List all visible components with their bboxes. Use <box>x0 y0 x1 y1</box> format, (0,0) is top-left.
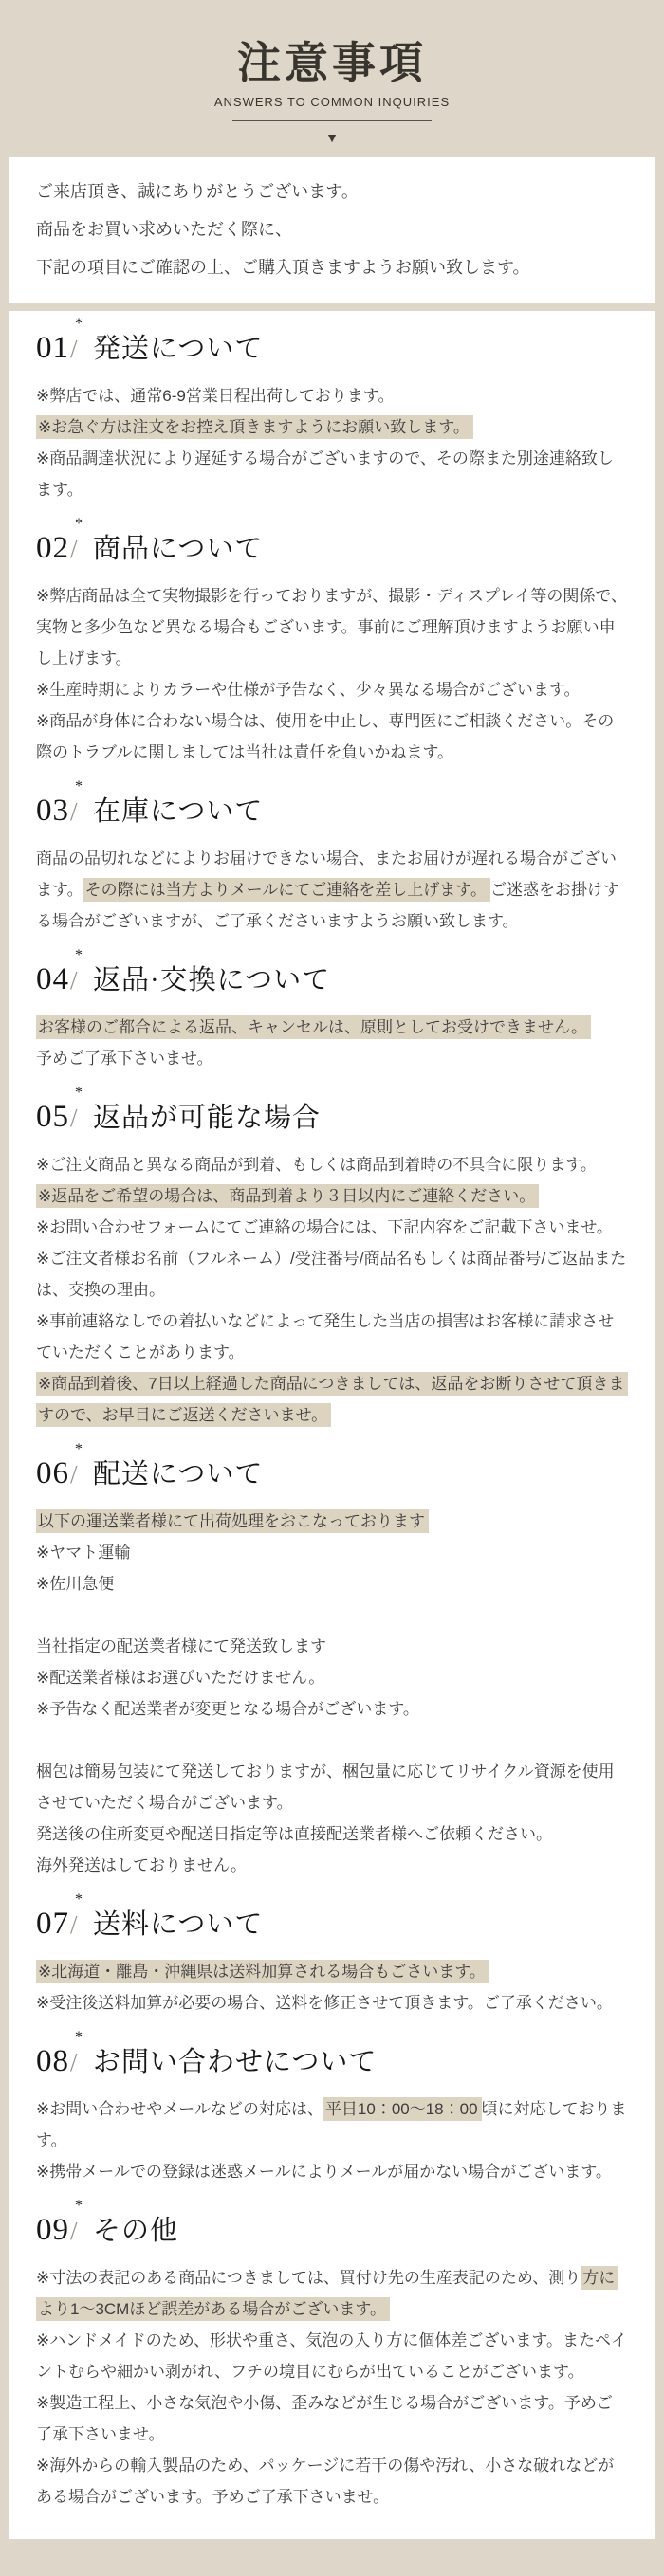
section-paragraph <box>36 1368 628 1431</box>
section-number: 04 <box>36 961 69 996</box>
section-paragraph <box>36 580 628 674</box>
section-title: 商品について <box>93 533 264 564</box>
section-01 <box>36 315 628 505</box>
asterisk-mark: * <box>75 1440 83 1457</box>
section-paragraph <box>36 1568 628 1599</box>
heading-marker <box>70 315 85 367</box>
text-span: ※弊店では、通常6-9営業日程出荷しております。 <box>36 386 395 405</box>
text-span: ※商品調達状況により遅延する場合がございますので、その際また別途連絡致します。 <box>36 448 614 499</box>
text-span: ※配送業者様はお選びいただけません。 <box>36 1668 325 1687</box>
section-05 <box>36 1084 628 1431</box>
text-span: ※携帯メールでの登録は迷惑メールによりメールが届かない場合がございます。 <box>36 2162 612 2181</box>
text-span: ※製造工程上、小さな気泡や小傷、歪みなどが生じる場合がございます。予めご了承下さいませ。 <box>36 2393 613 2443</box>
intro-line: 下記の項目にご確認の上、ご購入頂きますようお願い致します。 <box>36 257 530 277</box>
highlight-span: 平日10：00～18：00 <box>323 2097 482 2121</box>
content-card <box>9 311 655 2539</box>
section-paragraph <box>36 1212 628 1243</box>
section-paragraph <box>36 1506 628 1537</box>
highlight-span: ※商品到着後、7日以上経過した商品につきましては、返品をお断りさせて頂きますので、お早目にご返送くださいませ。 <box>36 1372 628 1427</box>
asterisk-mark: * <box>75 777 83 795</box>
text-span: ご迷惑をお掛けする場合がございますが、ご了承くださいますようお願い致します。 <box>36 880 619 930</box>
section-paragraph <box>36 1537 628 1568</box>
page-title: 注意事項 <box>237 38 427 87</box>
section-heading <box>36 1440 628 1492</box>
slash-mark: / <box>70 534 78 563</box>
section-paragraph <box>36 1306 628 1368</box>
section-paragraph <box>36 1043 628 1074</box>
highlight-span: お客様のご都合による返品、キャンセルは、原則としてお受けできません。 <box>36 1015 591 1039</box>
section-heading <box>36 1084 628 1136</box>
section-paragraph <box>36 1662 628 1693</box>
section-number: 07 <box>36 1906 69 1941</box>
section-heading <box>36 2197 628 2249</box>
asterisk-mark: * <box>75 1084 83 1101</box>
text-span: ※寸法の表記のある商品につきましては、買付け先の生産表記のため、測り <box>36 2268 581 2287</box>
section-paragraph <box>36 705 628 768</box>
intro-card <box>9 157 655 303</box>
intro-line: ご来店頂き、誠にありがとうございます。 <box>36 181 359 201</box>
section-paragraph <box>36 1243 628 1306</box>
highlight-span: その際には当方よりメールにてご連絡を差し上げます。 <box>83 878 490 902</box>
section-title: 送料について <box>93 1909 264 1940</box>
heading-marker <box>70 777 85 830</box>
section-heading <box>36 315 628 367</box>
section-heading <box>36 777 628 830</box>
section-number: 06 <box>36 1455 69 1490</box>
section-07 <box>36 1891 628 2019</box>
section-paragraph <box>36 2450 628 2512</box>
section-04 <box>36 946 628 1074</box>
section-number: 08 <box>36 2043 69 2078</box>
section-paragraph <box>36 1956 628 1987</box>
asterisk-mark: * <box>75 2028 83 2045</box>
text-span: 予めご了承下さいませ。 <box>36 1049 213 1068</box>
section-paragraph <box>36 2262 628 2325</box>
heading-marker <box>70 515 85 567</box>
text-span: 発送後の住所変更や配送日指定等は直接配送業者様へご依頼ください。 <box>36 1824 552 1843</box>
section-number: 09 <box>36 2212 69 2247</box>
section-paragraph <box>36 1599 628 1631</box>
section-paragraph <box>36 1012 628 1043</box>
text-span: ※予告なく配送業者が変更となる場合がございます。 <box>36 1699 419 1718</box>
section-02 <box>36 515 628 768</box>
heading-marker <box>70 2028 85 2080</box>
section-paragraph <box>36 1850 628 1881</box>
highlight-span: ※お急ぐ方は注文をお控え頂きますようにお願い致します。 <box>36 415 473 439</box>
text-span: 商品の品切れなどによりお届けできない場合、またお届けが遅れる場合がございます。 <box>36 849 617 899</box>
slash-mark: / <box>70 1459 78 1489</box>
heading-marker <box>70 2197 85 2249</box>
section-09 <box>36 2197 628 2512</box>
section-paragraph <box>36 380 628 411</box>
header-divider <box>232 120 432 121</box>
asterisk-mark: * <box>75 2197 83 2214</box>
text-span: ※生産時期によりカラーや仕様が予告なく、少々異なる場合がございます。 <box>36 680 581 699</box>
text-span: ※ハンドメイドのため、形状や重さ、気泡の入り方に個体差ございます。またペイントむらや細かい剥がれ、フチの境目にむらが出ていることがございます。 <box>36 2330 628 2381</box>
slash-mark: / <box>70 2216 78 2245</box>
asterisk-mark: * <box>75 946 83 963</box>
section-03 <box>36 777 628 937</box>
section-heading <box>36 515 628 567</box>
section-08 <box>36 2028 628 2187</box>
text-span: ※お問い合わせフォームにてご連絡の場合には、下記内容をご記載下さいませ。 <box>36 1217 613 1236</box>
section-paragraph <box>36 2156 628 2187</box>
section-number: 03 <box>36 793 69 828</box>
section-title: その他 <box>93 2215 179 2246</box>
section-title: 配送について <box>93 1458 264 1489</box>
asterisk-mark: * <box>75 315 83 332</box>
section-paragraph <box>36 674 628 705</box>
text-span: ※受注後送料加算が必要の場合、送料を修正させて頂きます。ご了承ください。 <box>36 1993 613 2012</box>
slash-mark: / <box>70 334 78 363</box>
section-paragraph <box>36 843 628 937</box>
text-span: ※事前連絡なしでの着払いなどによって発生した当店の損害はお客様に請求させていただくことがあります。 <box>36 1311 615 1361</box>
section-number: 01 <box>36 330 69 365</box>
text-span: ※佐川急便 <box>36 1574 115 1593</box>
slash-mark: / <box>70 1909 78 1939</box>
section-06 <box>36 1440 628 1881</box>
section-paragraph <box>36 1756 628 1818</box>
heading-marker <box>70 1084 85 1136</box>
section-paragraph <box>36 1725 628 1756</box>
section-title: お問い合わせについて <box>93 2046 378 2077</box>
section-heading <box>36 1891 628 1943</box>
text-span: ※ヤマト運輸 <box>36 1543 131 1562</box>
section-heading <box>36 2028 628 2080</box>
text-span: 頃に対応しております。 <box>36 2099 627 2149</box>
sections-container <box>36 315 628 2512</box>
triangle-down-icon: ▼ <box>325 129 339 145</box>
text-span: ※ご注文商品と異なる商品が到着、もしくは商品到着時の不具合に限ります。 <box>36 1155 597 1174</box>
section-title: 在庫について <box>93 795 264 827</box>
slash-mark: / <box>70 2047 78 2076</box>
page-header <box>0 0 664 144</box>
section-paragraph <box>36 2387 628 2450</box>
section-paragraph <box>36 1693 628 1725</box>
section-paragraph <box>36 1180 628 1212</box>
slash-mark: / <box>70 965 78 995</box>
asterisk-mark: * <box>75 1891 83 1908</box>
text-span: ※弊店商品は全て実物撮影を行っておりますが、撮影・ディスプレイ等の関係で、実物と多少色など異なる場合もございます。事前にご理解頂けますようお願い申し上げます。 <box>36 586 628 667</box>
text-span: 海外発送はしておりません。 <box>36 1855 248 1874</box>
page-subtitle: ANSWERS TO COMMON INQUIRIES <box>213 94 451 109</box>
section-paragraph <box>36 2325 628 2387</box>
asterisk-mark: * <box>75 515 83 532</box>
intro-line: 商品をお買い求めいただく際に、 <box>36 219 292 239</box>
section-title: 発送について <box>93 333 264 364</box>
slash-mark: / <box>70 796 78 826</box>
text-span: ※お問い合わせやメールなどの対応は、 <box>36 2099 323 2118</box>
highlight-span: ※北海道・離島・沖縄県は送料加算される場合もごさいます。 <box>36 1960 489 1983</box>
section-number: 02 <box>36 530 69 565</box>
text-span: ※商品が身体に合わない場合は、使用を中止し、専門医にご相談ください。その際のトラブルに関しましては当社は責任を負いかねます。 <box>36 711 615 761</box>
section-number: 05 <box>36 1099 69 1134</box>
section-paragraph <box>36 1987 628 2019</box>
text-span: ※海外からの輸入製品のため、パッケージに若干の傷や汚れ、小さな破れなどがある場合がございます。予めご了承下さいませ。 <box>36 2456 615 2506</box>
section-paragraph <box>36 2093 628 2156</box>
highlight-span: 方により1～3CMほど誤差がある場合がございます。 <box>36 2266 618 2321</box>
heading-marker <box>70 1891 85 1943</box>
text-span: ※ご注文者様お名前（フルネーム）/受注番号/商品名もしくは商品番号/ご返品または、交換の理由。 <box>36 1249 627 1299</box>
section-paragraph <box>36 1818 628 1850</box>
section-title: 返品·交換について <box>93 964 331 996</box>
heading-marker <box>70 1440 85 1492</box>
text-span: 梱包は簡易包装にて発送しておりますが、梱包量に応じてリサイクル資源を使用させていただく場合がございます。 <box>36 1762 615 1812</box>
section-heading <box>36 946 628 998</box>
section-paragraph <box>36 411 628 443</box>
section-title: 返品が可能な場合 <box>93 1102 322 1133</box>
heading-marker <box>70 946 85 998</box>
section-paragraph <box>36 1631 628 1662</box>
section-paragraph <box>36 443 628 505</box>
slash-mark: / <box>70 1103 78 1132</box>
highlight-span: 以下の運送業者様にて出荷処理をおこなっております <box>36 1509 429 1533</box>
section-paragraph <box>36 1149 628 1180</box>
highlight-span: ※返品をご希望の場合は、商品到着より３日以内にご連絡ください。 <box>36 1184 539 1208</box>
text-span: 当社指定の配送業者様にて発送致します <box>36 1636 326 1655</box>
